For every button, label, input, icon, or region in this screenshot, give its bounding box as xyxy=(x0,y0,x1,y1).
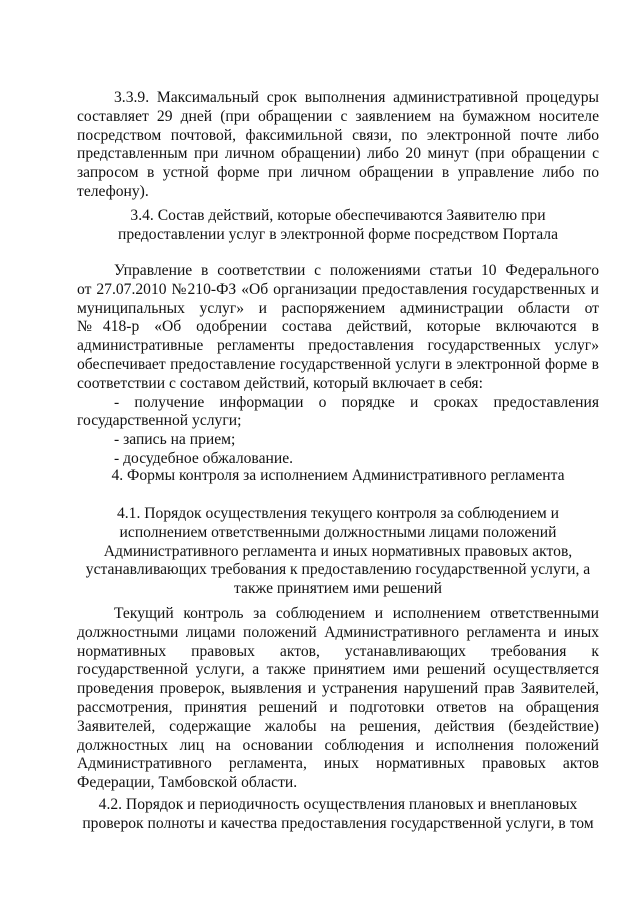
text-line: рассмотрения, принятия решений и подготовки ответов на обращения xyxy=(77,698,599,716)
text-line: запросом в устной форме при личном обращении в управление либо по xyxy=(77,164,599,182)
text-line: Текущий контроль за соблюдением и исполнением ответственными xyxy=(114,605,599,622)
text-line: муниципальных услуг» и распоряжением администрации области от xyxy=(77,299,599,317)
text-line: должностных лиц на основании соблюдения и исполнения положений xyxy=(77,736,599,754)
heading-4-1 xyxy=(77,505,599,599)
list-item: - получение информации о порядке и сроках предоставления xyxy=(114,393,599,411)
text-line: государственной услуги, а также принятием ими решений осуществляется xyxy=(77,661,599,679)
paragraph-4-1 xyxy=(77,605,599,793)
text-line: государственной услуги; xyxy=(77,412,242,430)
heading-line: 4. Формы контроля за исполнением Административного регламента xyxy=(111,467,565,484)
heading-4-2 xyxy=(77,796,599,834)
text-line: Управление в соответствии с положениями статьи 10 Федерального xyxy=(114,262,599,279)
heading-line: 3.4. Состав действий, которые обеспечиваются Заявителю при xyxy=(130,207,546,224)
list-item: - досудебное обжалование. xyxy=(114,449,294,467)
heading-line: Административного регламента и иных нормативных правовых актов, xyxy=(103,542,573,560)
text-line: №418-р «Об одобрении состава действий, которые включаются в xyxy=(77,318,599,336)
heading-4 xyxy=(77,467,599,486)
list-item: - запись на прием; xyxy=(114,431,236,449)
text-line: административные регламенты предоставления государственных услуг» xyxy=(77,337,599,355)
text-line: проведения проверок, выявления и устранения нарушений прав Заявителей, xyxy=(77,680,599,698)
heading-3-4 xyxy=(77,207,599,245)
paragraph-3-3-9 xyxy=(77,89,599,202)
text-line: нормативных правовых актов, устанавливающих требования к xyxy=(77,642,599,660)
text-line: представленным при личном обращении) либо 20 минут (при обращении с xyxy=(77,145,599,163)
text-line: 3.3.9. Максимальный срок выполнения административной процедуры xyxy=(114,89,599,106)
text-line: посредством почтовой, факсимильной связи, по электронной почте либо xyxy=(77,126,599,144)
heading-line: 4.2. Порядок и периодичность осуществления плановых и внеплановых xyxy=(98,796,578,813)
text-line: от 27.07.2010 №210-ФЗ «Об организации предоставления государственных и xyxy=(77,280,599,298)
text-line: телефону). xyxy=(77,182,149,200)
paragraph-3-4 xyxy=(77,262,599,469)
text-line: должностными лицами положений Административного регламента и иных xyxy=(77,623,599,641)
text-line: соответствии с составом действий, который включает в себя: xyxy=(77,374,483,392)
heading-line: проверок полноты и качества предоставления государственной услуги, в том xyxy=(82,814,594,832)
heading-line: также принятием ими решений xyxy=(234,580,442,598)
text-line: обеспечивает предоставление государственной услуги в электронной форме в xyxy=(77,355,599,373)
text-line: составляет 29 дней (при обращении с заявлением на бумажном носителе xyxy=(77,107,599,125)
heading-line: предоставлении услуг в электронной форме посредством Портала xyxy=(117,225,558,243)
heading-line: устанавливающих требования к предоставлению государственной услуги, а xyxy=(85,561,591,579)
heading-line: 4.1. Порядок осуществления текущего контроля за соблюдением и xyxy=(116,505,560,522)
heading-line: исполнением ответственными должностными лицами положений xyxy=(119,523,557,541)
text-line: Заявителей, содержащие жалобы на решения, действия (бездействие) xyxy=(77,717,599,735)
text-line: Федерации, Тамбовской области. xyxy=(77,774,298,792)
text-line: Административного регламента, иных нормативных правовых актов xyxy=(77,755,599,773)
